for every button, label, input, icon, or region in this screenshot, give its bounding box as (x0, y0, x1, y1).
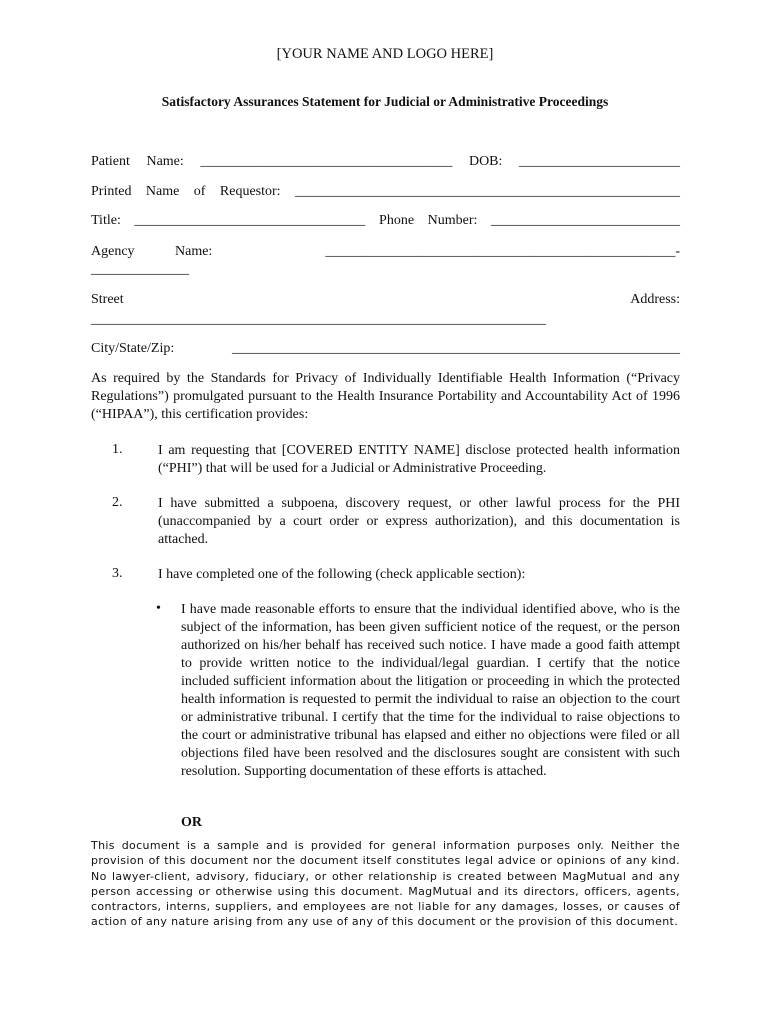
street-label: Street (91, 292, 124, 307)
or-separator: OR (181, 815, 202, 830)
item-number: 3. (112, 566, 123, 581)
item-text: I have submitted a subpoena, discovery request, or other lawful process for the PHI (unaccompanied by a court order or express authorization), and this documentation is attached. (158, 496, 680, 547)
street-address-line: _________________________________________________________________ (91, 312, 546, 327)
item-text: I have completed one of the following (check applicable section): (158, 567, 526, 582)
agency-name-label: Name: (175, 244, 213, 259)
agency-name-line-continued: ______________ (91, 262, 189, 277)
title-phone-field[interactable]: Title: _________________________________ Phone Number: ___________________________ (91, 213, 680, 228)
document-title: Satisfactory Assurances Statement for Judicial or Administrative Proceedings (161, 94, 609, 109)
address-label: Address: (630, 292, 680, 307)
patient-name-dob-field[interactable]: Patient Name: ____________________________________ DOB: _______________________ (91, 154, 680, 169)
item-number: 1. (112, 442, 123, 457)
item-text: I am requesting that [COVERED ENTITY NAME] disclose protected health information (“PHI”) that will be used for a Judicial or Administrative Proceeding. (158, 443, 680, 476)
legal-disclaimer: This document is a sample and is provided for general information purposes only. Neither the provision of this document nor the document itself constitutes legal advice or opinions of any kind. No lawyer-client, advisory, fiduciary, or other relationship is created between MagMutual and any person accessing or otherwise using this document. MagMutual and its directors, officers, agents, contractors, interns, suppliers, and employees are not liable for any damages, losses, or causes of action of any nature arising from any use of any of this document or the provision of this document. (91, 839, 680, 929)
city-state-zip-field[interactable]: City/State/Zip: ________________________________________________________________ (91, 341, 680, 356)
intro-paragraph: As required by the Standards for Privacy of Individually Identifiable Health Information (“Privacy Regulations”) promulgated pursuant to the Health Insurance Portability and Accountability Act of 1996 (“HIPAA”), this certification provides: (91, 371, 680, 422)
logo-placeholder: [YOUR NAME AND LOGO HERE] (276, 46, 494, 62)
printed-name-field[interactable]: Printed Name of Requestor: _______________________________________________________ (91, 184, 680, 199)
agency-label: Agency (91, 244, 135, 259)
bullet-paragraph: I have made reasonable efforts to ensure that the individual identified above, who is the subject of the information, has been given sufficient notice of the request, or the person authorized on his/her behalf has received such notice. I have made a good faith attempt to provide written notice to the individual/legal guardian. I certify that the notice included sufficient information about the litigation or proceeding in which the protected health information is requested to permit the individual to raise an objection to the court or administrative tribunal. I certify that the time for the individual to raise objections to the court or administrative tribunal has elapsed and either no objections were filed or all objections filed have been resolved and the disclosures sought are consistent with such resolution. Supporting documentation of these efforts is attached. (181, 602, 680, 779)
agency-name-line: __________________________________________________- (325, 244, 680, 259)
item-number: 2. (112, 495, 123, 510)
bullet-icon: • (156, 601, 161, 616)
